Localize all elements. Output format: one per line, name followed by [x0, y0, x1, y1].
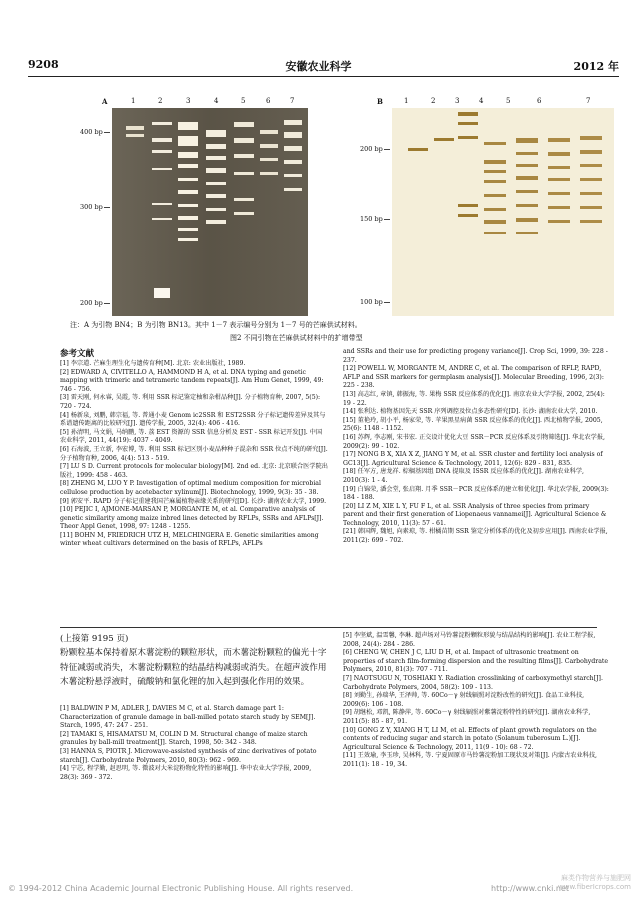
continuation-text: 粉颗粒基本保持着原木薯淀粉的颗粒形状，而木薯淀粉颗粒的偏光十字特征减弱或消失，木薯淀粉颗粒的结晶结构减弱或消失。在超声波作用木薯淀粉悬浮液时，硫酸钠和氯化锂的加入起到强化作用的效果。 [60, 648, 327, 688]
reference-item: [9] 胡继松, 邓凯, 陈静萍, 等. 60Co－γ 射线辐照对紫薯淀粉特性的研究[J]. 湖南农业科学, 2011(5): 85 - 87, 91. [343, 709, 591, 725]
references-right-column [343, 348, 611, 546]
reference-item: [8] 刘勤生, 孙瑞华, 王泽帅, 等. 60Co－γ 射线辐照对淀粉改性的研究[J]. 食品工业科技, 2009(6): 106 - 108. [343, 692, 585, 708]
references-heading: 参考文献 [60, 349, 95, 359]
gel-b-lane-6: 6 [537, 97, 542, 105]
gel-b-lane-3: 3 [455, 97, 460, 105]
gel-a-lane-3: 3 [186, 97, 191, 105]
reference-item: [17] NONG B X, XIA X Z, JIANG Y M, et al. SSR cluster and fertility loci analysis of GC13[J]. Agricultural Science & Technology, 2011, 12(6): 829 - 831, 835. [343, 451, 603, 467]
reference-item: [10] PEJIC I, AJMONE-MARSAN P, MORGANTE M, et al. Comparative analysis of genetic similarity among maize inbred lines detected by RFLPs, SSRs and AFLPs[J]. Theor Appl Genet, 1998, 97: 1248 - 1255. [60, 506, 324, 531]
continuation-from: (上接第 9195 页) [60, 634, 129, 644]
gel-b-bands [392, 108, 614, 316]
gel-a-lane-6: 6 [266, 97, 271, 105]
reference-item: [3] 雷天刚, 何永睿, 吴霞, 等. 利用 SSR 标记鉴定柚和杂柑品种[J]. 分子植物育种, 2007, 5(5): 720 - 724. [60, 394, 321, 410]
continuation-block [60, 632, 328, 690]
reference-item: [7] NAOTSUGU N, TOSHIAKI Y. Radiation crosslinking of carboxymethyl starch[J]. Carbohydrate Polymers, 2004, 58(2): 109 - 113. [343, 674, 603, 691]
gel-a-lane-2: 2 [158, 97, 163, 105]
gel-b-lane-1: 1 [404, 97, 409, 105]
reference-item: [6] 石海波, 王立新, 李宏博, 等. 利用 SSR 标记区别小麦品种种子混杂和 SSR 位点不纯的研究[J]. 分子植物育种, 2006, 4(4): 513 - 519. [60, 445, 328, 462]
watermark-line-1: 麻类作物营养与施肥网 [561, 874, 631, 882]
reference-item: [13] 高志红, 章镇, 韩振海, 等. 果梅 SSR 反应体系的优化[J]. 南京农业大学学报, 2002, 25(4): 19 - 22. [343, 390, 605, 407]
page-footer [8, 884, 629, 893]
reference-item: [15] 董艳玲, 胡小平, 杨家荣, 等. 苹果黑星病菌 SSR 反应体系的优化[J]. 西北植物学报, 2005, 25(6): 1148 - 1152. [343, 416, 603, 433]
reference-item: [7] LU S D. Current protocols for molecular biology[M]. 2nd ed. 北京: 北京联合医学院出版社, 1999: 458 - 463. [60, 463, 328, 479]
gel-b-marker-150: 150 bp [360, 215, 383, 223]
reference-item: [8] ZHENG M, LUO Y P. Investigation of optimal medium composition for microbial cellulose production by acetebacter xylinum[J]. Biotechnology, 1999, 9(3): 35 - 38. [60, 480, 321, 496]
figure-caption: 图2 不同引物在芒麻供试材料中的扩增带型 [230, 334, 363, 342]
reference-item: [1] BALDWIN P M, ADLER J, DAVIES M C, et al. Starch damage part 1: Characterization of granule damage in ball-milled potato starch study by SEM[J]. Starch, 1995, 47: 247 - 251. [60, 705, 316, 730]
header-rule [28, 76, 619, 77]
reference-item: [4] 杨新泉, 刘鹏, 韩宗福, 等. 普通小麦 Genom ic2SSR 和 EST2SSR 分子标记遗传差异及其与系谱遗传距离的比较研究[J]. 遗传学报, 2005, 32(4): 406 - 416. [60, 411, 326, 428]
gel-b-lane-4: 4 [479, 97, 484, 105]
gel-a-lane-4: 4 [214, 97, 219, 105]
gel-a-bands [112, 108, 308, 316]
watermark [558, 874, 631, 892]
reference-item: [20] LI Z M, XIE L Y, FU F L, et al. SSR Analysis of three species from primary parent and their first generation of Liopenaeus vannamei[J]. Agricultural Science & Technology, 2010, 11(3): 57 - 61. [343, 502, 607, 527]
reference-item: [1] 李宗道. 芒麻生理生化与遗传育种[M]. 北京: 农业出版社, 1989. [60, 360, 246, 367]
gel-b-panel-label: B [377, 97, 383, 106]
gel-a-panel-label: A [102, 97, 108, 106]
gel-a-marker-300: 300 bp [80, 203, 103, 211]
gel-b-marker-200: 200 bp [360, 145, 383, 153]
gel-b-lane-7: 7 [586, 97, 591, 105]
watermark-line-2: www.fiberIcrops.com [558, 883, 631, 891]
page-number: 9208 [28, 58, 59, 71]
reference-item: [5] 孙清明, 马文娟, 马纳鹏, 等. 荔 EST 资源的 SSR 信息分析及 EST - SSR 标记开发[J]. 中国农业科学, 2011, 44(19): 4037 - 4049. [60, 428, 323, 445]
reference-item: [2] EDWARD A, CIVITELLO A, HAMMOND H A, et al. DNA typing and genetic mapping with trimeric and tetrameric tandem repeats[J]. Am Hum Genet, 1999, 49: 746 - 756. [60, 368, 324, 393]
reference-item: [14] 张利达. 植物基因先天 SSR 序列调控及位点多态性研究[D]. 长沙: 湖南农业大学, 2010. [343, 408, 598, 416]
copyright-text: © 1994-2012 China Academic Journal Electronic Publishing House. All rights reserved. [8, 884, 354, 893]
reference-item: [5] 李坚斌, 温雪馨, 李琳. 超声场对马铃薯淀粉颗粒形貌与结晶结构的影响[J]. 农业工程学报, 2008, 24(4): 284 - 286. [343, 632, 596, 648]
gel-a-marker-400: 400 bp [80, 128, 103, 136]
reference-item: [2] TAMAKI S, HISAMATSU M, COLIN D M. Structural change of maize starch granules by ball-mill treatment[J]. Starch, 1998, 50: 342 - 348. [60, 730, 308, 747]
reference-item: [4] 宁芯, 程学勤, 赵思明, 等. 微波对大米淀粉物化特性的影响[J]. 华中农业大学学报, 2009, 28(3): 369 - 372. [60, 765, 312, 781]
footer-url[interactable]: http://www.cnki.net [491, 884, 569, 893]
gel-panel-a [112, 108, 308, 316]
references-left-column [60, 360, 328, 549]
gel-a-lane-1: 1 [131, 97, 136, 105]
figure-note: 注：A 为引物 BN4；B 为引物 BN13。其中 1－7 表示编号分别为 1－7 号的芒麻供试材料。 [70, 321, 362, 329]
gel-a-lane-7: 7 [290, 97, 295, 105]
section-divider [60, 627, 597, 628]
references2-right-column [343, 632, 611, 770]
reference-item: and SSRs and their use for predicting progeny variance[J]. Crop Sci, 1999, 39: 228 - 237. [343, 348, 608, 364]
reference-item: [6] CHENG W, CHEN J C, LIU D H, et al. Impact of ultrasonic treatment on properties of starch film-forming dispersion and the resulting films[J]. Carbohydrate Polymers, 2010, 81(3): 707 - 711. [343, 649, 609, 674]
reference-item: [11] BOHN M, FRIEDRICH UTZ H, MELCHINGERA E. Genetic similarities among winter wheat cultivars determined on the basis of RFLPs, AFLPs [60, 531, 319, 548]
references2-left-column [60, 705, 328, 782]
gel-panel-b [392, 108, 614, 316]
gel-b-marker-100: 100 bp [360, 298, 383, 306]
reference-item: [11] 王效瑜, 李玉珍, 吴林科, 等. 宁夏固原市马铃薯淀粉加工现状及对策[J]. 内蒙古农业科技, 2011(1): 18 - 19, 34. [343, 752, 597, 768]
reference-item: [9] 郭安平. RAPD 分子标记重建我国芒麻属植物亲缘关系的研究[D]. 长沙: 湖南农业大学, 1999. [60, 497, 327, 505]
reference-item: [21] 韩国辉, 魏旭, 向素琼, 等. 柑橘苗期 SSR 鉴定分析体系的优化及初步应用[J]. 西南农业学报, 2011(2): 699 - 702. [343, 528, 608, 545]
gel-b-lane-5: 5 [506, 97, 511, 105]
reference-item: [19] 白锦荣, 潘会堂, 张启翔. 月季 SSR－PCR 反应体系的建立和优化[J]. 华北农学报, 2009(3): 184 - 188. [343, 485, 609, 502]
reference-item: [18] 任军方, 唐龙祥. 棕榈基因组 DNA 提取及 ISSR 反应体系的优化[J]. 湖南农业科学, 2010(3): 1 - 4. [343, 468, 584, 484]
gel-a-marker-200: 200 bp [80, 299, 103, 307]
reference-item: [16] 苏辉, 李志刚, 宋书宏. 正交设计优化大豆 SSR－PCR 反应体系及引物筛选[J]. 华北农学报, 2009(2): 99 - 102. [343, 433, 606, 450]
gel-b-lane-2: 2 [431, 97, 436, 105]
reference-item: [12] POWELL W, MORGANTE M, ANDRE C, et al. The comparison of RFLP, RAPD, AFLP and SSR markers for germplasm analysis[J]. Molecular Breeding, 1996, 2(3): 225 - 238. [343, 365, 604, 390]
reference-item: [3] HANNA S, PIOTR J. Microwave-assisted synthesis of zinc derivatives of potato starch[J]. Carbohydrate Polymers, 2010, 80(3): 962 - 969. [60, 747, 317, 764]
journal-title: 安徽农业科学 [285, 60, 352, 73]
reference-item: [10] GONG Z Y, XIANG H T, LI M, et al. Effects of plant growth regulators on the contents of reducing sugar and starch in potato (Solanum tuberosum L.)[J]. Agricultural Science & Technology, 2011, 11(9 - 10): 68 - 72. [343, 726, 597, 751]
gel-a-lane-5: 5 [241, 97, 246, 105]
year: 2012 年 [573, 60, 619, 73]
